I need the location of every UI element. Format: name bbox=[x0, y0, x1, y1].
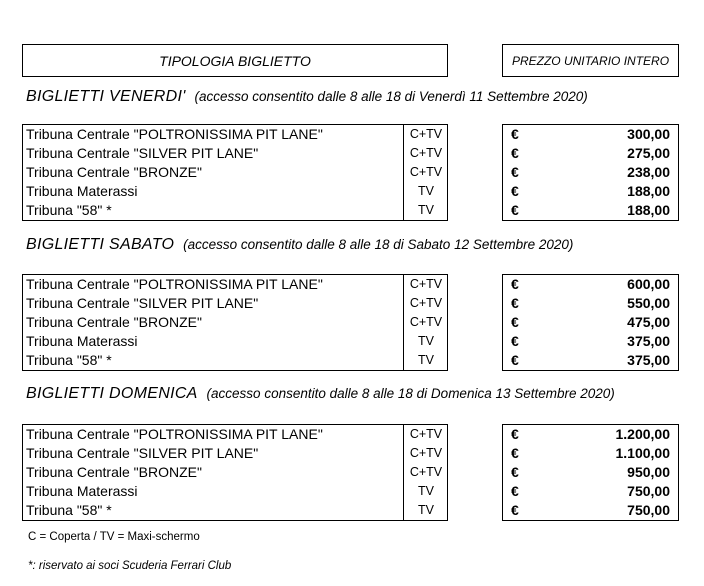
footnote: *: riservato ai soci Scuderia Ferrari Club bbox=[28, 560, 232, 572]
unit-price-header bbox=[502, 44, 679, 77]
unit-price-header-label: PREZZO UNITARIO INTERO bbox=[511, 53, 670, 68]
ticket-name: Tribuna "58" * bbox=[26, 502, 112, 518]
table-row bbox=[23, 275, 447, 294]
price-row bbox=[503, 182, 678, 201]
friday-ticket-table bbox=[22, 124, 448, 221]
currency-symbol: € bbox=[511, 164, 519, 180]
currency-symbol: € bbox=[511, 126, 519, 142]
table-row bbox=[23, 201, 447, 220]
ticket-code: C+TV bbox=[409, 165, 443, 179]
price-row bbox=[503, 463, 678, 482]
ticket-name: Tribuna Materassi bbox=[26, 483, 138, 499]
price-amount: 300,00 bbox=[627, 126, 670, 142]
ticket-name: Tribuna Centrale "SILVER PIT LANE" bbox=[26, 145, 259, 161]
ticket-name: Tribuna Centrale "SILVER PIT LANE" bbox=[26, 295, 259, 311]
section-access-note: (accesso consentito dalle 8 alle 18 di Sabato 12 Settembre 2020) bbox=[183, 237, 574, 252]
section-heading: BIGLIETTI VENERDI' bbox=[26, 88, 186, 105]
currency-symbol: € bbox=[511, 483, 519, 499]
price-amount: 375,00 bbox=[627, 333, 670, 349]
price-amount: 375,00 bbox=[627, 352, 670, 368]
currency-symbol: € bbox=[511, 145, 519, 161]
ticket-code: TV bbox=[418, 203, 434, 217]
currency-symbol: € bbox=[511, 183, 519, 199]
ticket-code: C+TV bbox=[409, 315, 443, 329]
ticket-type-header-label: TIPOLOGIA BIGLIETTO bbox=[159, 52, 311, 69]
section-title-saturday bbox=[26, 236, 573, 254]
section-access-note: (accesso consentito dalle 8 alle 18 di Domenica 13 Settembre 2020) bbox=[206, 386, 615, 401]
price-row bbox=[503, 144, 678, 163]
ticket-code: TV bbox=[418, 334, 434, 348]
price-row bbox=[503, 294, 678, 313]
price-amount: 600,00 bbox=[627, 276, 670, 292]
sunday-price-table bbox=[502, 424, 679, 521]
table-row bbox=[23, 425, 447, 444]
price-amount: 750,00 bbox=[627, 483, 670, 499]
currency-symbol: € bbox=[511, 314, 519, 330]
section-title-friday bbox=[26, 88, 588, 106]
price-amount: 1.100,00 bbox=[615, 445, 670, 461]
price-amount: 950,00 bbox=[627, 464, 670, 480]
ticket-code: C+TV bbox=[409, 465, 443, 479]
price-amount: 188,00 bbox=[627, 202, 670, 218]
sunday-ticket-table bbox=[22, 424, 448, 521]
ticket-name: Tribuna Materassi bbox=[26, 183, 138, 199]
price-row bbox=[503, 351, 678, 370]
table-row bbox=[23, 463, 447, 482]
price-amount: 475,00 bbox=[627, 314, 670, 330]
price-amount: 238,00 bbox=[627, 164, 670, 180]
ticket-name: Tribuna Centrale "BRONZE" bbox=[26, 464, 202, 480]
price-row bbox=[503, 444, 678, 463]
currency-symbol: € bbox=[511, 295, 519, 311]
ticket-code: C+TV bbox=[409, 427, 443, 441]
ticket-code: C+TV bbox=[409, 296, 443, 310]
table-row bbox=[23, 351, 447, 370]
currency-symbol: € bbox=[511, 464, 519, 480]
price-row bbox=[503, 201, 678, 220]
table-row bbox=[23, 313, 447, 332]
section-heading: BIGLIETTI SABATO bbox=[26, 236, 175, 253]
price-amount: 188,00 bbox=[627, 183, 670, 199]
ticket-code: TV bbox=[418, 184, 434, 198]
ticket-name: Tribuna Centrale "BRONZE" bbox=[26, 164, 202, 180]
saturday-ticket-table bbox=[22, 274, 448, 371]
price-amount: 750,00 bbox=[627, 502, 670, 518]
currency-symbol: € bbox=[511, 202, 519, 218]
price-amount: 1.200,00 bbox=[615, 426, 670, 442]
table-row bbox=[23, 482, 447, 501]
section-title-sunday bbox=[26, 385, 615, 403]
currency-symbol: € bbox=[511, 333, 519, 349]
ticket-name: Tribuna "58" * bbox=[26, 352, 112, 368]
table-row bbox=[23, 163, 447, 182]
ticket-code: TV bbox=[418, 503, 434, 517]
table-row bbox=[23, 125, 447, 144]
price-row bbox=[503, 425, 678, 444]
ticket-code: C+TV bbox=[409, 146, 443, 160]
currency-symbol: € bbox=[511, 276, 519, 292]
ticket-code: C+TV bbox=[409, 127, 443, 141]
ticket-name: Tribuna Centrale "POLTRONISSIMA PIT LANE" bbox=[26, 126, 323, 142]
table-row bbox=[23, 501, 447, 520]
table-row bbox=[23, 332, 447, 351]
ticket-name: Tribuna Centrale "POLTRONISSIMA PIT LANE" bbox=[26, 276, 323, 292]
price-row bbox=[503, 501, 678, 520]
price-row bbox=[503, 482, 678, 501]
currency-symbol: € bbox=[511, 445, 519, 461]
ticket-code: C+TV bbox=[409, 277, 443, 291]
ticket-code: TV bbox=[418, 353, 434, 367]
price-row bbox=[503, 313, 678, 332]
ticket-type-header bbox=[22, 44, 448, 77]
ticket-name: Tribuna Centrale "POLTRONISSIMA PIT LANE" bbox=[26, 426, 323, 442]
ticket-name: Tribuna Materassi bbox=[26, 333, 138, 349]
price-row bbox=[503, 275, 678, 294]
ticket-code: TV bbox=[418, 484, 434, 498]
ticket-name: Tribuna Centrale "BRONZE" bbox=[26, 314, 202, 330]
table-row bbox=[23, 444, 447, 463]
currency-symbol: € bbox=[511, 352, 519, 368]
price-amount: 275,00 bbox=[627, 145, 670, 161]
price-row bbox=[503, 125, 678, 144]
saturday-price-table bbox=[502, 274, 679, 371]
table-row bbox=[23, 294, 447, 313]
currency-symbol: € bbox=[511, 502, 519, 518]
price-amount: 550,00 bbox=[627, 295, 670, 311]
legend-note: C = Coperta / TV = Maxi-schermo bbox=[28, 531, 200, 543]
section-access-note: (accesso consentito dalle 8 alle 18 di Venerdì 11 Settembre 2020) bbox=[194, 89, 588, 104]
price-row bbox=[503, 163, 678, 182]
table-row bbox=[23, 144, 447, 163]
ticket-code: C+TV bbox=[409, 446, 443, 460]
ticket-name: Tribuna "58" * bbox=[26, 202, 112, 218]
table-row bbox=[23, 182, 447, 201]
friday-price-table bbox=[502, 124, 679, 221]
price-row bbox=[503, 332, 678, 351]
ticket-name: Tribuna Centrale "SILVER PIT LANE" bbox=[26, 445, 259, 461]
currency-symbol: € bbox=[511, 426, 519, 442]
section-heading: BIGLIETTI DOMENICA bbox=[26, 385, 198, 402]
